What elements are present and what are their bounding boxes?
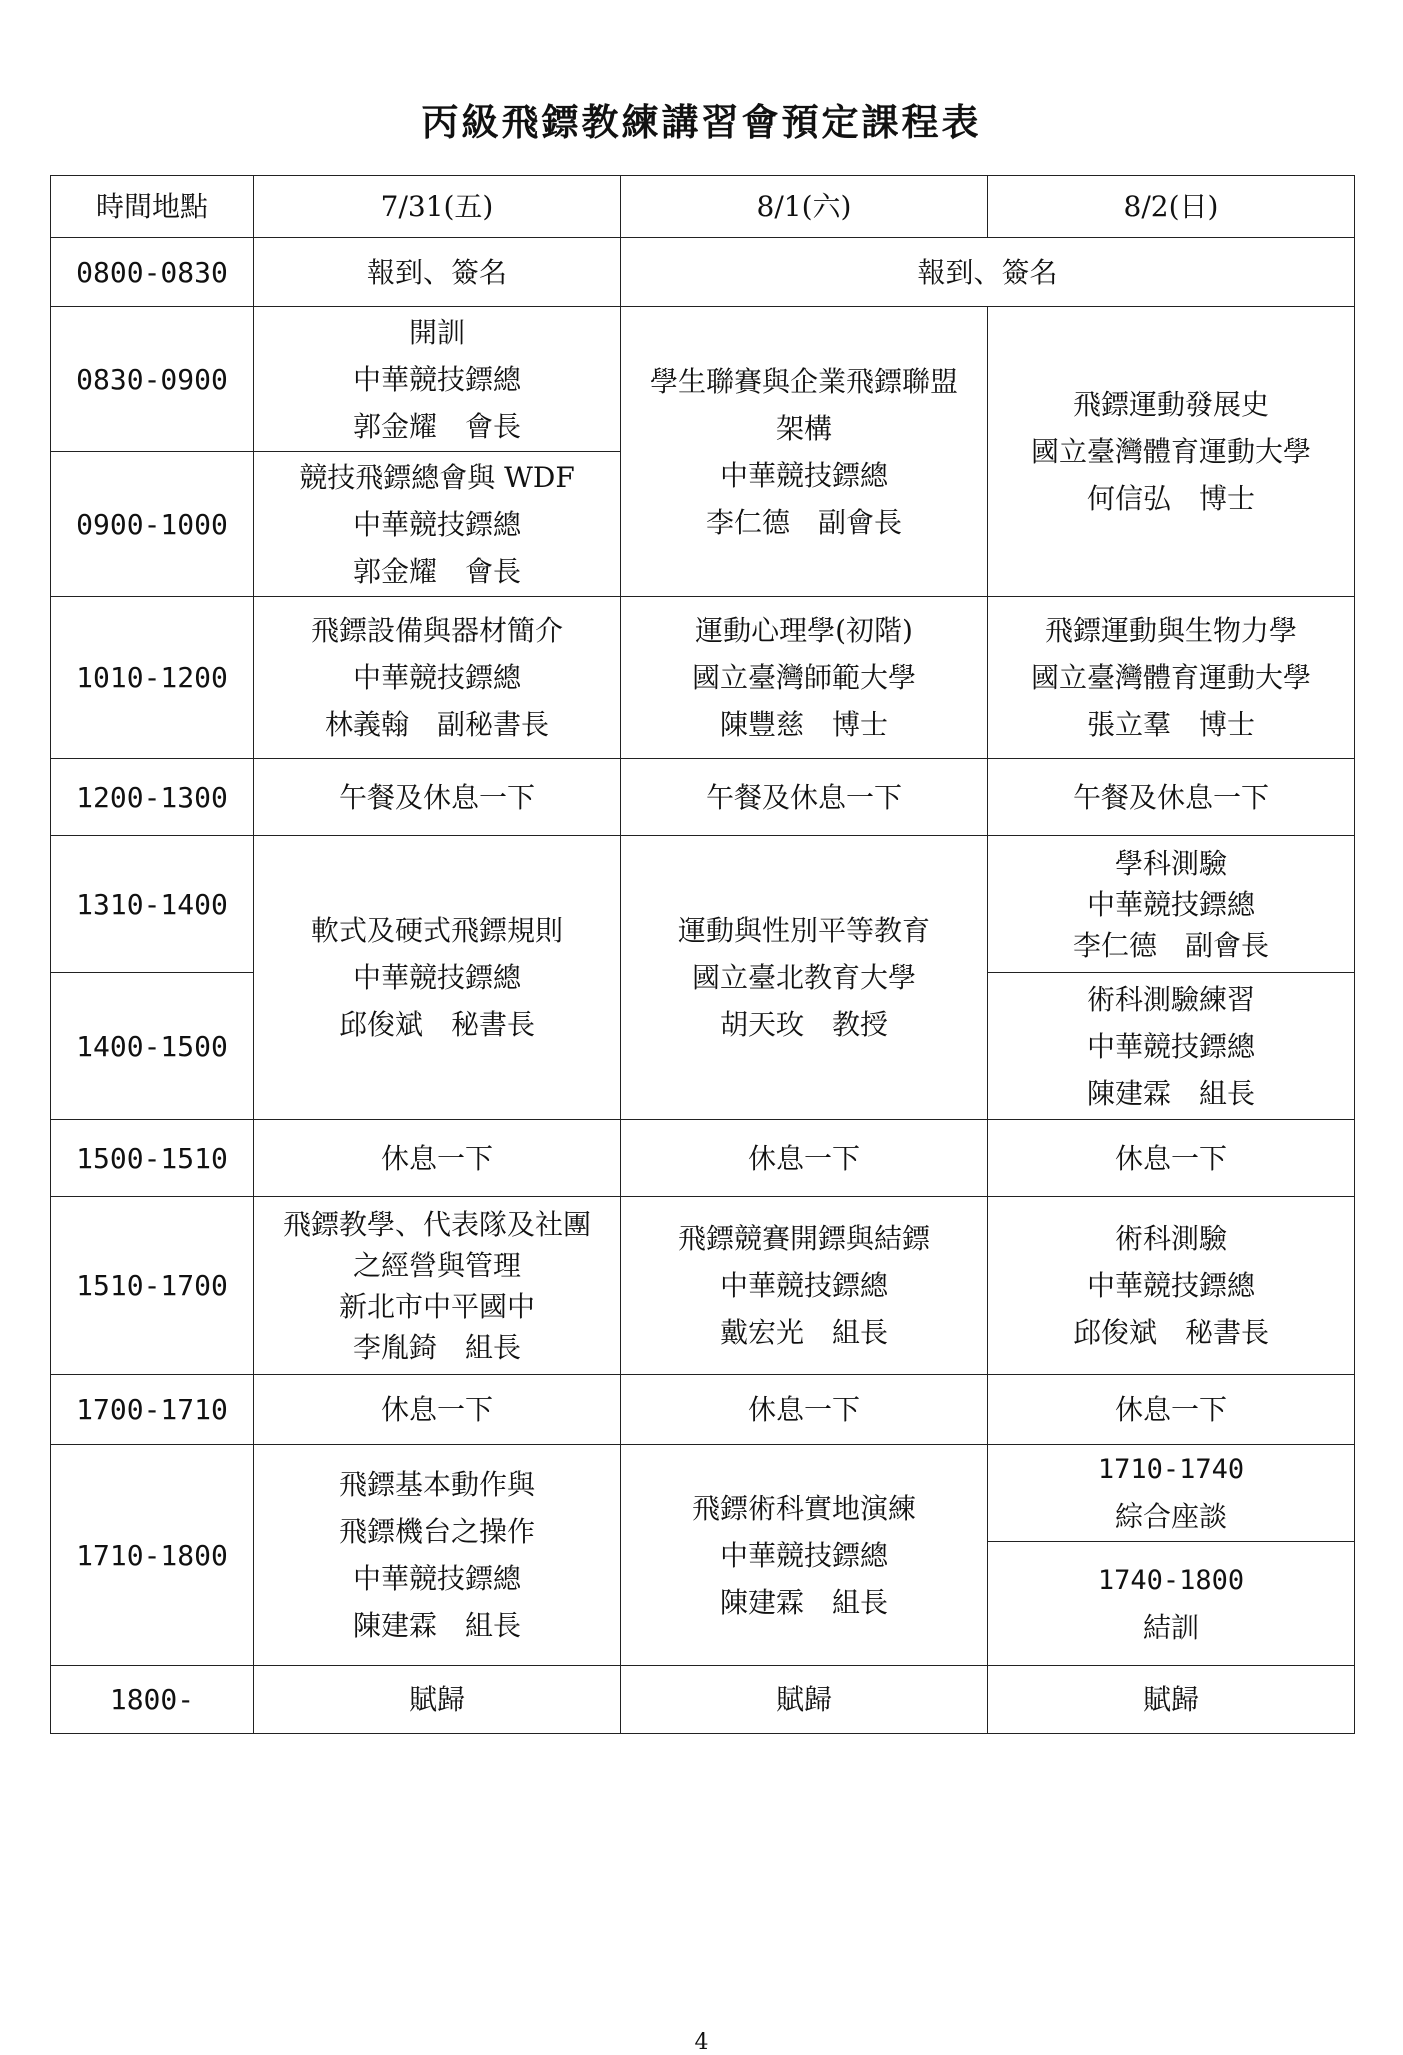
session-cell: 休息一下 xyxy=(621,1120,988,1197)
session-speaker: 何信弘 博士 xyxy=(1086,482,1255,515)
session-speaker: 邱俊斌 秘書長 xyxy=(1072,1316,1269,1349)
session-title-cont: 架構 xyxy=(775,411,832,445)
session-title: 飛鏢運動發展史 xyxy=(1072,388,1269,421)
session-cell xyxy=(254,307,621,452)
time-cell: 0830-0900 xyxy=(51,307,254,452)
session-speaker: 陳豐慈 博士 xyxy=(719,708,888,741)
session-speaker: 戴宏光 組長 xyxy=(719,1316,888,1349)
session-title: 綜合座談 xyxy=(1114,1500,1227,1533)
table-row xyxy=(51,307,1355,452)
session-title: 學生聯賽與企業飛鏢聯盟 xyxy=(649,364,958,398)
session-title: 運動心理學(初階) xyxy=(695,614,913,647)
session-cell: 報到、簽名 xyxy=(254,238,621,307)
session-cell xyxy=(254,1197,621,1375)
table-row xyxy=(51,836,1355,973)
table-row xyxy=(51,1120,1355,1197)
table-row xyxy=(51,1666,1355,1734)
session-title-cont: 之經營與管理 xyxy=(352,1248,521,1282)
session-cell xyxy=(988,973,1355,1120)
time-cell: 1500-1510 xyxy=(51,1120,254,1197)
session-cell xyxy=(988,1542,1355,1666)
table-row xyxy=(51,1375,1355,1445)
session-cell: 賦歸 xyxy=(621,1666,988,1734)
session-title: 軟式及硬式飛鏢規則 xyxy=(310,914,563,947)
session-title: 飛鏢設備與器材簡介 xyxy=(310,614,563,647)
table-row xyxy=(51,759,1355,836)
session-cell: 休息一下 xyxy=(254,1375,621,1445)
session-cell xyxy=(621,836,988,1120)
session-cell xyxy=(621,1445,988,1666)
header-day3: 8/2(日) xyxy=(988,176,1355,238)
session-title: 術科測驗練習 xyxy=(1086,982,1255,1016)
table-row xyxy=(51,1197,1355,1375)
header-time-place: 時間地點 xyxy=(51,176,254,238)
session-cell xyxy=(988,836,1355,973)
sub-time: 1710-1740 xyxy=(1097,1454,1245,1485)
session-cell xyxy=(254,836,621,1120)
table-row xyxy=(51,238,1355,307)
table-row xyxy=(51,597,1355,759)
session-organization: 中華競技鏢總 xyxy=(719,1538,888,1572)
session-speaker: 陳建霖 組長 xyxy=(352,1609,521,1642)
session-cell xyxy=(988,1197,1355,1375)
session-organization: 中華競技鏢總 xyxy=(1086,887,1255,921)
session-organization: 國立臺灣體育運動大學 xyxy=(1030,661,1311,694)
session-cell: 休息一下 xyxy=(254,1120,621,1197)
time-cell: 1510-1700 xyxy=(51,1197,254,1375)
page-number: 4 xyxy=(694,2030,709,2055)
session-title: 飛鏢教學、代表隊及社團 xyxy=(282,1207,591,1241)
session-speaker: 陳建霖 組長 xyxy=(719,1585,888,1619)
session-cell: 報到、簽名 xyxy=(621,238,1355,307)
session-organization: 中華競技鏢總 xyxy=(719,458,888,492)
table-header-row xyxy=(51,176,1355,238)
session-organization: 中華競技鏢總 xyxy=(1086,1269,1255,1302)
session-speaker: 胡天玫 教授 xyxy=(719,1008,888,1041)
table-row xyxy=(51,1445,1355,1542)
session-cell xyxy=(254,1445,621,1666)
time-cell: 1200-1300 xyxy=(51,759,254,836)
session-organization: 國立臺灣師範大學 xyxy=(691,661,916,694)
session-cell xyxy=(621,597,988,759)
time-cell: 0800-0830 xyxy=(51,238,254,307)
session-cell xyxy=(254,597,621,759)
session-cell xyxy=(988,1445,1355,1542)
session-organization: 中華競技鏢總 xyxy=(352,1562,521,1595)
session-organization: 中華競技鏢總 xyxy=(352,362,521,396)
session-cell: 賦歸 xyxy=(254,1666,621,1734)
session-title-cont: 飛鏢機台之操作 xyxy=(338,1515,535,1548)
time-cell: 1400-1500 xyxy=(51,973,254,1120)
session-cell xyxy=(254,452,621,597)
session-organization: 中華競技鏢總 xyxy=(352,961,521,994)
page-title: 丙級飛鏢教練講習會預定課程表 xyxy=(421,100,982,144)
session-cell: 午餐及休息一下 xyxy=(988,759,1355,836)
session-title: 競技飛鏢總會與 WDF xyxy=(299,460,575,494)
time-cell: 1710-1800 xyxy=(51,1445,254,1666)
session-organization: 中華競技鏢總 xyxy=(719,1269,888,1302)
header-day1: 7/31(五) xyxy=(254,176,621,238)
time-cell: 0900-1000 xyxy=(51,452,254,597)
time-cell: 1800- xyxy=(51,1666,254,1734)
session-cell xyxy=(621,307,988,597)
session-speaker: 郭金耀 會長 xyxy=(352,409,521,443)
session-speaker: 邱俊斌 秘書長 xyxy=(338,1008,535,1041)
session-title: 術科測驗 xyxy=(1114,1222,1227,1255)
time-cell: 1010-1200 xyxy=(51,597,254,759)
session-cell xyxy=(988,597,1355,759)
session-organization: 中華競技鏢總 xyxy=(352,661,521,694)
session-title: 飛鏢基本動作與 xyxy=(338,1468,535,1501)
session-organization: 國立臺北教育大學 xyxy=(691,961,916,994)
session-speaker: 李仁德 副會長 xyxy=(1072,928,1269,962)
schedule-table xyxy=(50,175,1355,1734)
session-speaker: 郭金耀 會長 xyxy=(352,554,521,588)
session-title: 學科測驗 xyxy=(1114,846,1227,880)
session-speaker: 李仁德 副會長 xyxy=(705,505,902,539)
session-speaker: 陳建霖 組長 xyxy=(1086,1076,1255,1110)
session-speaker: 張立羣 博士 xyxy=(1086,708,1255,741)
session-organization: 國立臺灣體育運動大學 xyxy=(1030,435,1311,468)
session-speaker: 林義翰 副秘書長 xyxy=(324,708,549,741)
session-cell xyxy=(988,307,1355,597)
sub-time: 1740-1800 xyxy=(1097,1564,1245,1596)
session-organization: 中華競技鏢總 xyxy=(352,507,521,541)
session-cell: 午餐及休息一下 xyxy=(254,759,621,836)
session-title: 飛鏢術科實地演練 xyxy=(691,1491,916,1525)
session-cell: 賦歸 xyxy=(988,1666,1355,1734)
session-title: 運動與性別平等教育 xyxy=(677,914,930,947)
session-organization: 中華競技鏢總 xyxy=(1086,1029,1255,1063)
session-cell: 休息一下 xyxy=(621,1375,988,1445)
session-cell: 午餐及休息一下 xyxy=(621,759,988,836)
session-organization: 新北市中平國中 xyxy=(338,1289,535,1323)
time-cell: 1700-1710 xyxy=(51,1375,254,1445)
header-day2: 8/1(六) xyxy=(621,176,988,238)
session-title: 結訓 xyxy=(1142,1610,1199,1644)
session-title: 開訓 xyxy=(408,315,465,349)
session-cell xyxy=(621,1197,988,1375)
session-title: 飛鏢運動與生物力學 xyxy=(1044,614,1297,647)
session-cell: 休息一下 xyxy=(988,1120,1355,1197)
session-speaker: 李胤錡 組長 xyxy=(352,1330,521,1364)
time-cell: 1310-1400 xyxy=(51,836,254,973)
session-title: 飛鏢競賽開鏢與結鏢 xyxy=(677,1222,930,1255)
session-cell: 休息一下 xyxy=(988,1375,1355,1445)
